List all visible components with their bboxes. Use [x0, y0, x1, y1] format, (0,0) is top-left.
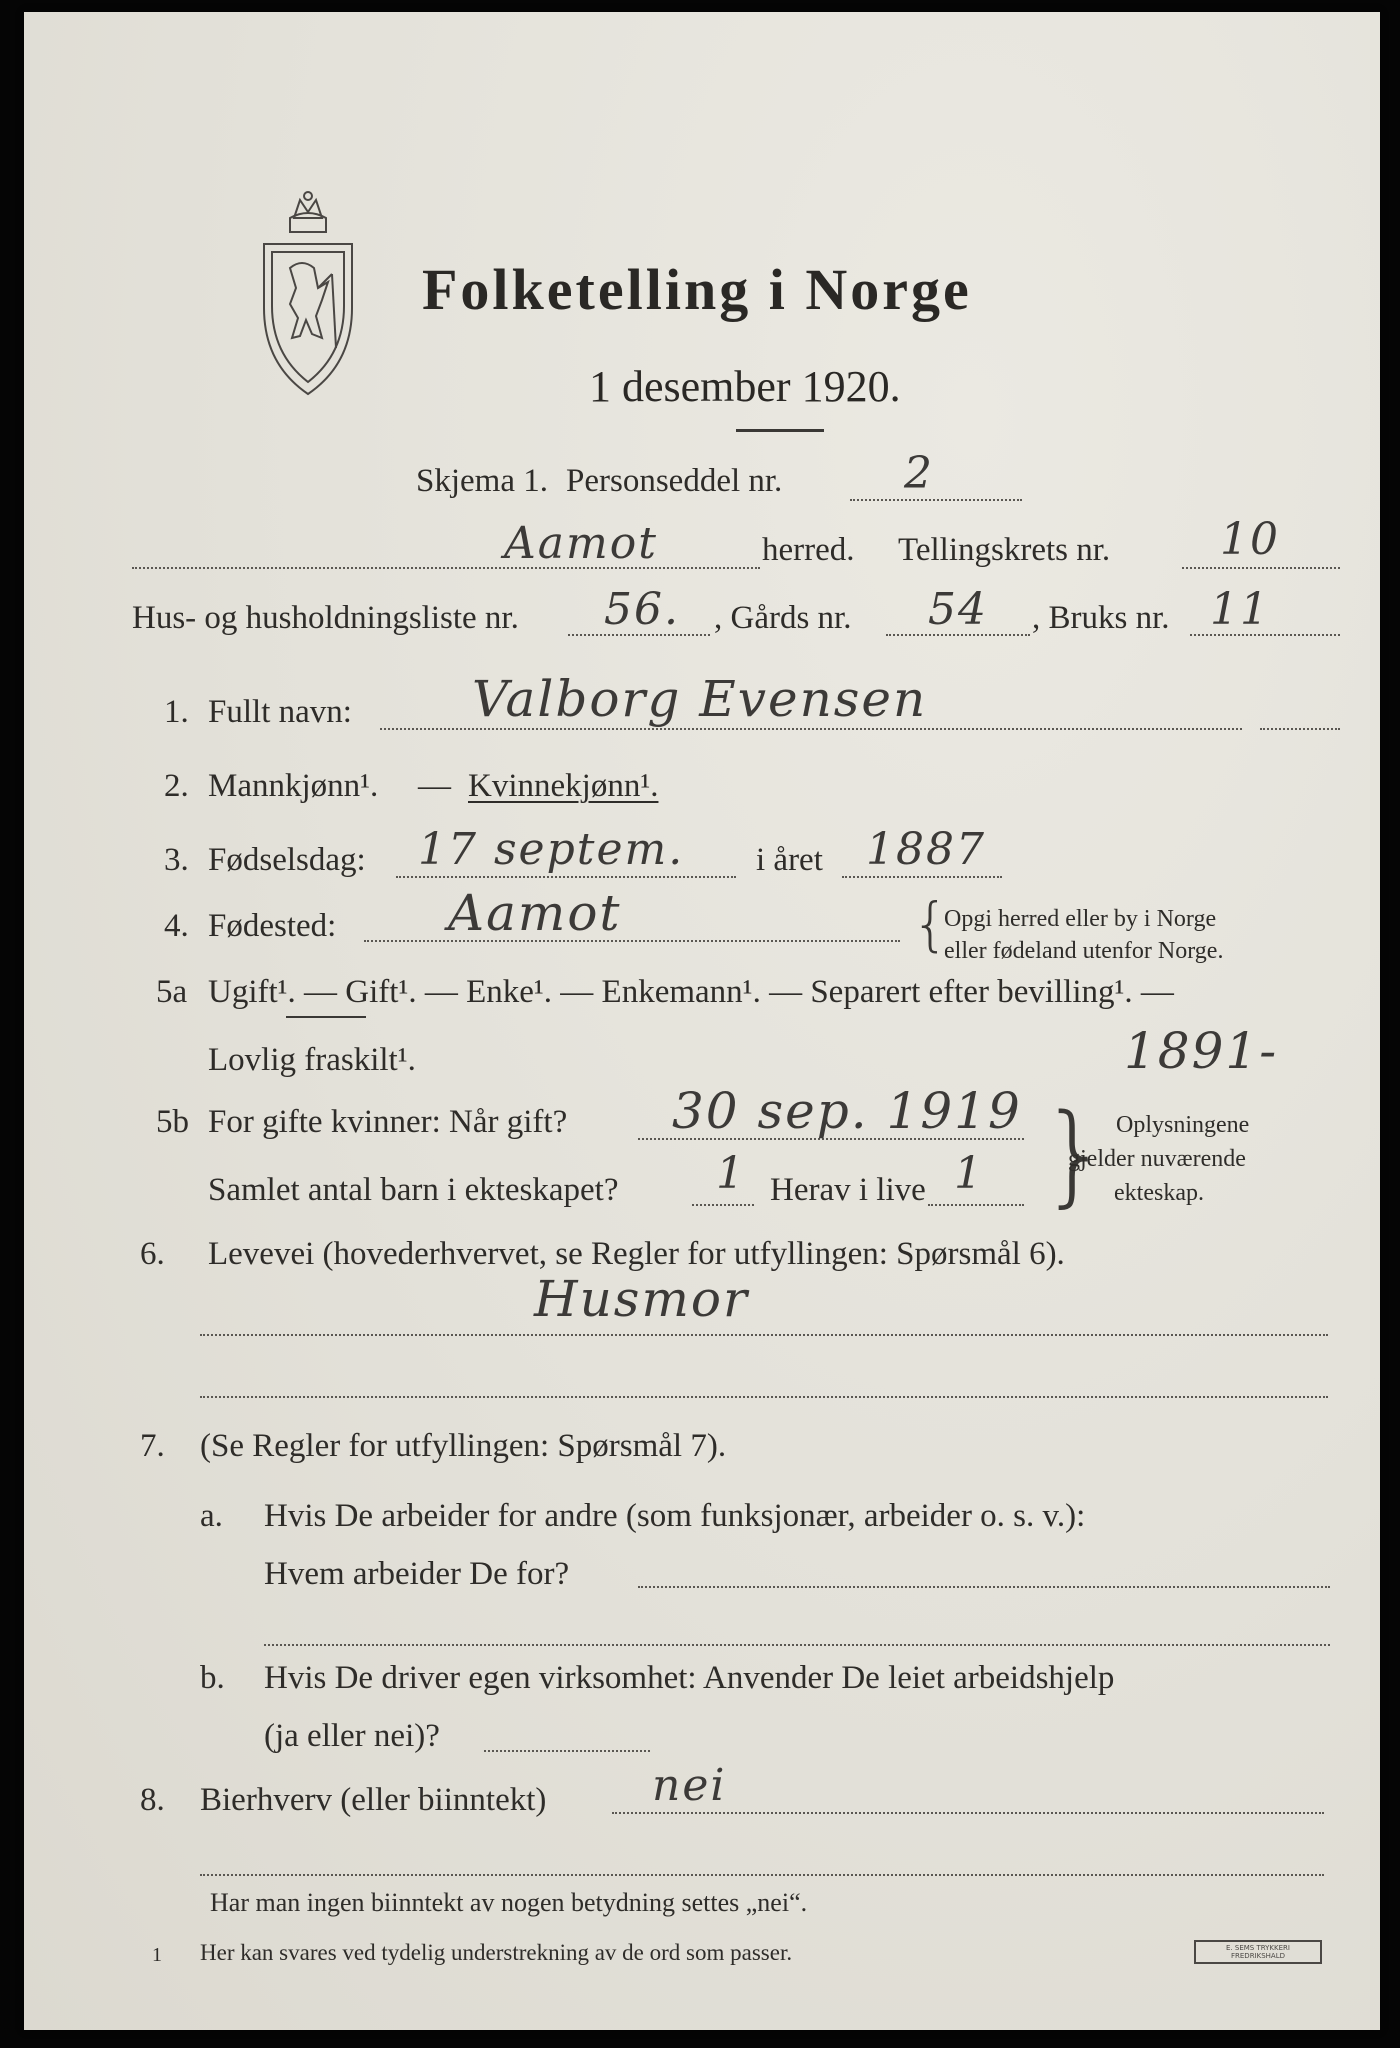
q5b-brace: }: [1040, 1090, 1110, 1218]
marriage-date-value: 30 sep. 1919: [672, 1082, 1022, 1140]
herred-value: Aamot: [504, 518, 658, 569]
gards-label: , Gårds nr.: [714, 600, 852, 636]
title-divider: [736, 429, 824, 432]
bruks-value: 11: [1210, 584, 1270, 635]
q4-number: 4.: [164, 908, 189, 944]
marital-options: Ugift¹. — Gift¹. — Enke¹. — Enkemann¹. — Separert efter bevilling¹. —: [208, 974, 1174, 1010]
q5a-number: 5a: [156, 974, 188, 1010]
birth-year-value: 1887: [866, 824, 986, 875]
children-value: 1: [716, 1148, 746, 1199]
q3-label: Fødselsdag:: [208, 842, 366, 878]
q6-number: 6.: [140, 1236, 165, 1272]
q3-number: 3.: [164, 842, 189, 878]
schema-label: Skjema 1.: [416, 463, 548, 499]
q2-separator: —: [418, 768, 451, 804]
census-form-page: [24, 12, 1380, 2030]
q5b-label: For gifte kvinner: Når gift?: [208, 1104, 568, 1140]
gift-underline-mark: [286, 1016, 366, 1018]
q7-number: 7.: [140, 1428, 165, 1464]
birthplace-value: Aamot: [448, 884, 622, 942]
q4-note-line2: eller fødeland utenfor Norge.: [944, 938, 1224, 964]
herred-label: herred.: [762, 532, 855, 568]
q2-female-underlined: Kvinnekjønn¹.: [468, 768, 659, 804]
q7b-letter: b.: [200, 1660, 225, 1696]
q7b-question: (ja eller nei)?: [264, 1718, 440, 1754]
bruks-label: , Bruks nr.: [1032, 600, 1170, 636]
footnote-text: Her kan svares ved tydelig understrekning av de ord som passer.: [200, 1940, 793, 1965]
occupation-value: Husmor: [534, 1270, 749, 1328]
q7a-text: Hvis De arbeider for andre (som funksjonær, arbeider o. s. v.):: [264, 1498, 1086, 1534]
tellingskrets-value: 10: [1220, 514, 1280, 565]
hus-label: Hus- og husholdningsliste nr.: [132, 600, 519, 636]
q8-number: 8.: [140, 1782, 165, 1818]
full-name-value: Valborg Evensen: [472, 670, 928, 728]
birth-day-value: 17 septem.: [418, 824, 685, 875]
q2-male: Mannkjønn¹.: [208, 768, 379, 804]
census-date: 1 desember 1920.: [589, 362, 901, 411]
personseddel-value: 2: [904, 448, 934, 499]
q8-label: Bierhverv (eller biinntekt): [200, 1782, 547, 1818]
q1-label: Fullt navn:: [208, 694, 352, 730]
q6-label: Levevei (hovederhvervet, se Regler for utfyllingen: Spørsmål 6).: [208, 1236, 1065, 1272]
q4-label: Fødested:: [208, 908, 337, 944]
personseddel-label: Personseddel nr.: [566, 463, 783, 499]
q5b-number: 5b: [156, 1104, 189, 1140]
alive-label: Herav i live: [770, 1172, 926, 1208]
q5b-note-line2: gjelder nuværende: [1068, 1146, 1246, 1172]
q4-note-line1: Opgi herred eller by i Norge: [944, 906, 1217, 932]
norwegian-coat-of-arms-icon: [256, 188, 360, 406]
side-income-value: nei: [652, 1760, 727, 1811]
q5a-line2: Lovlig fraskilt¹.: [208, 1042, 416, 1078]
tellingskrets-label: Tellingskrets nr.: [898, 532, 1111, 568]
printer-stamp: E. SEMS TRYKKERI FREDRIKSHALD: [1194, 1940, 1322, 1964]
q5b-note-line1: Oplysningene: [1116, 1112, 1250, 1138]
q7a-question: Hvem arbeider De for?: [264, 1556, 570, 1592]
q2-number: 2.: [164, 768, 189, 804]
alive-value: 1: [954, 1148, 984, 1199]
q7-label: (Se Regler for utfyllingen: Spørsmål 7).: [200, 1428, 727, 1464]
form-title: Folketelling i Norge: [422, 257, 972, 322]
children-label: Samlet antal barn i ekteskapet?: [208, 1172, 619, 1208]
q4-brace: {: [912, 890, 949, 958]
hus-value: 56.: [604, 584, 680, 635]
gards-value: 54: [928, 584, 988, 635]
footnote-number: 1: [152, 1944, 162, 1966]
year-label: i året: [756, 842, 823, 878]
q7b-text: Hvis De driver egen virksomhet: Anvender De leiet arbeidshjelp: [264, 1660, 1115, 1696]
q5b-note-line3: ekteskap.: [1114, 1180, 1204, 1206]
q1-number: 1.: [164, 694, 189, 730]
footer-note: Har man ingen biinntekt av nogen betydning settes „nei“.: [210, 1888, 808, 1917]
q7a-letter: a.: [200, 1498, 223, 1534]
margin-note-year: 1891-: [1124, 1022, 1279, 1080]
